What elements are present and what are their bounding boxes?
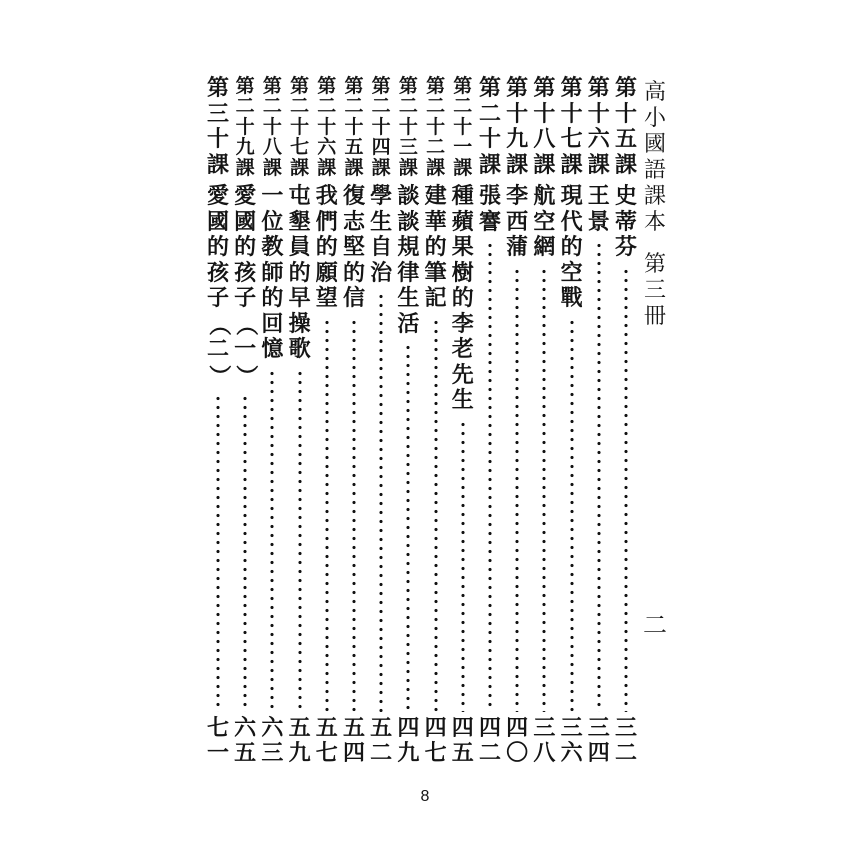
dot-leader [541,267,547,713]
dot-leader [297,369,303,713]
toc-entry [286,76,314,776]
toc-entry [585,76,613,776]
volume-label: 第 三 冊 [643,252,666,329]
lesson-number: 第 二 十 九 課 [235,75,255,179]
page-number: 四 七 [424,715,447,766]
page-number: 五 七 [315,715,338,766]
lesson-number: 第 三 十 課 [206,75,229,178]
page-number: 七 一 [206,715,229,766]
lesson-title: 愛 國 的 孩 子 （ 一 ） [232,183,259,387]
dot-leader [405,343,411,712]
page-number: 四 九 [397,715,420,766]
toc-entry [394,76,422,776]
running-head [641,80,669,330]
toc-entry [231,76,259,776]
lesson-title: 復 志 堅 的 信 [342,183,365,311]
lesson-title: 愛 國 的 孩 子 （ 二 ） [205,183,232,387]
lesson-title: 史 蒂 芬 [614,183,637,260]
page-number: 五 四 [342,715,365,766]
lesson-title: 建 華 的 筆 記 [424,183,447,311]
lesson-title: 現 代 的 空 戰 [560,183,583,311]
lesson-title: 航 空 網 [533,183,556,260]
book-title: 高 小 國 語 課 本 [643,80,666,235]
page-number: 六 五 [234,715,257,766]
dot-leader [324,318,330,713]
lesson-number: 第 十 六 課 [587,75,610,178]
dot-leader [378,292,384,712]
dot-leader [242,394,248,712]
lesson-number: 第 十 五 課 [614,75,637,178]
lesson-number: 第 二 十 八 課 [262,75,282,179]
page-number: 三 六 [560,715,583,766]
toc-entry [530,76,558,776]
toc-entry [612,76,640,776]
toc-entry [367,76,395,776]
toc-entry [204,76,232,776]
lesson-number: 第 十 九 課 [506,75,529,178]
page-number: 四 五 [451,715,474,766]
lesson-title: 我 們 的 願 望 [315,183,338,311]
toc-entry [258,76,286,776]
page-number: 四 〇 [506,715,529,766]
dot-leader [460,420,466,713]
lesson-number: 第 二 十 七 課 [290,75,310,179]
dot-leader [487,241,493,712]
lesson-number: 第 二 十 一 課 [453,75,473,179]
toc-entry [476,76,504,776]
toc-entry [503,76,531,776]
toc-entry [340,76,368,776]
lesson-number: 第 十 七 課 [560,75,583,178]
dot-leader [215,394,221,712]
lesson-title: 王 景 [587,183,610,235]
lesson-title: 張 謇 [478,183,501,235]
lesson-title: 屯 墾 員 的 早 操 歌 [288,183,311,362]
lesson-title: 一 位 教 師 的 回 憶 [261,183,284,362]
lesson-number: 第 二 十 課 [478,75,501,178]
page-number: 四 二 [478,715,501,766]
toc-entry [422,76,450,776]
lesson-number: 第 二 十 三 課 [398,75,418,179]
page-number: 三 八 [533,715,556,766]
lesson-title: 種 蘋 果 樹 的 李 老 先 生 [451,183,474,413]
page-number: 三 四 [587,715,610,766]
lesson-number: 第 二 十 四 課 [371,75,391,179]
lesson-number: 第 二 十 六 課 [317,75,337,179]
side-page-number: 二 [643,611,667,639]
page-number: 六 三 [261,715,284,766]
dot-leader [623,267,629,713]
dot-leader [351,318,357,713]
toc-entry [449,76,477,776]
dot-leader [433,318,439,713]
toc-entry [313,76,341,776]
dot-leader [569,318,575,713]
dot-leader [514,267,520,713]
toc-entry [558,76,586,776]
lesson-number: 第 二 十 二 課 [426,75,446,179]
dot-leader [269,369,275,713]
lesson-title: 李 西 蒲 [506,183,529,260]
dot-leader [596,241,602,712]
page-number: 五 二 [370,715,393,766]
page-number: 五 九 [288,715,311,766]
lesson-title: 學 生 自 治 [370,183,393,286]
folio-number: 8 [420,788,430,805]
lesson-number: 第 十 八 課 [533,75,556,178]
lesson-number: 第 二 十 五 課 [344,75,364,179]
lesson-title: 談 談 規 律 生 活 [397,183,420,337]
page-number: 三 二 [614,715,637,766]
